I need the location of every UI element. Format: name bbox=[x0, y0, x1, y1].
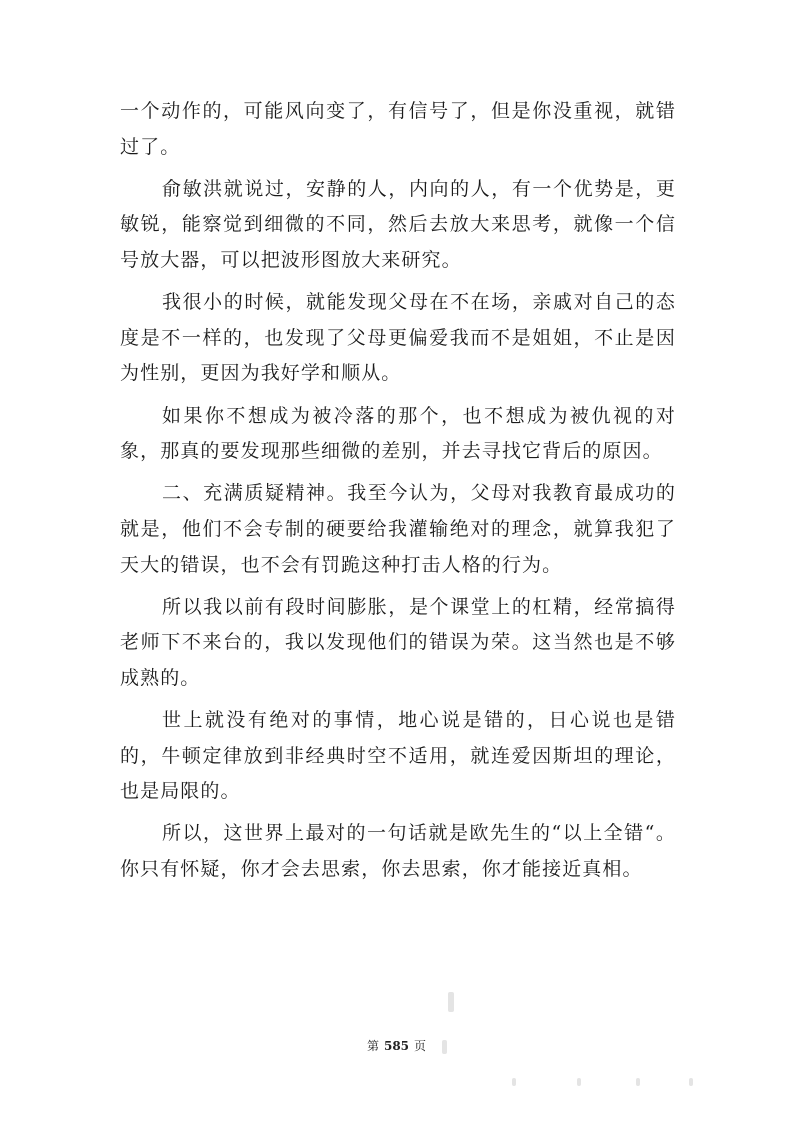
scan-artifact bbox=[512, 1078, 516, 1086]
scan-artifact bbox=[442, 1040, 447, 1054]
paragraph-1: 一个动作的，可能风向变了，有信号了，但是你没重视，就错过了。 bbox=[120, 100, 676, 158]
paragraph-7: 世上就没有绝对的事情，地心说是错的，日心说也是错的，牛顿定律放到非经典时空不适用，就连爱因斯坦的理论，也是局限的。 bbox=[120, 709, 676, 803]
page-number-prefix: 第 bbox=[366, 1039, 379, 1053]
page-number-value: 585 bbox=[383, 1039, 410, 1053]
scan-artifact bbox=[448, 992, 454, 1012]
paragraph-3: 我很小的时候，就能发现父母在不在场，亲戚对自己的态度是不一样的，也发现了父母更偏爱我而不是姐姐，不止是因为性别，更因为我好学和顺从。 bbox=[120, 291, 676, 385]
scan-artifact bbox=[689, 1078, 693, 1086]
scan-artifact bbox=[636, 1078, 640, 1086]
page-number-suffix: 页 bbox=[414, 1039, 427, 1053]
body-text bbox=[120, 94, 676, 894]
paragraph-2: 俞敏洪就说过，安静的人，内向的人，有一个优势是，更敏锐，能察觉到细微的不同，然后去放大来思考，就像一个信号放大器，可以把波形图放大来研究。 bbox=[120, 177, 676, 271]
paragraph-4: 如果你不想成为被冷落的那个，也不想成为被仇视的对象，那真的要发现那些细微的差别，并去寻找它背后的原因。 bbox=[120, 404, 676, 463]
paragraph-6: 所以我以前有段时间膨胀，是个课堂上的杠精，经常搞得老师下不来台的，我以发现他们的错误为荣。这当然也是不够成熟的。 bbox=[120, 595, 676, 689]
page-number-footer bbox=[0, 1037, 793, 1054]
scan-artifact bbox=[577, 1078, 581, 1086]
paragraph-5: 二、充满质疑精神。我至今认为，父母对我教育最成功的就是，他们不会专制的硬要给我灌输绝对的理念，就算我犯了天大的错误，也不会有罚跪这种打击人格的行为。 bbox=[120, 482, 676, 576]
paragraph-8: 所以，这世界上最对的一句话就是欧先生的“以上全错“。你只有怀疑，你才会去思索，你去思索，你才能接近真相。 bbox=[120, 822, 676, 881]
